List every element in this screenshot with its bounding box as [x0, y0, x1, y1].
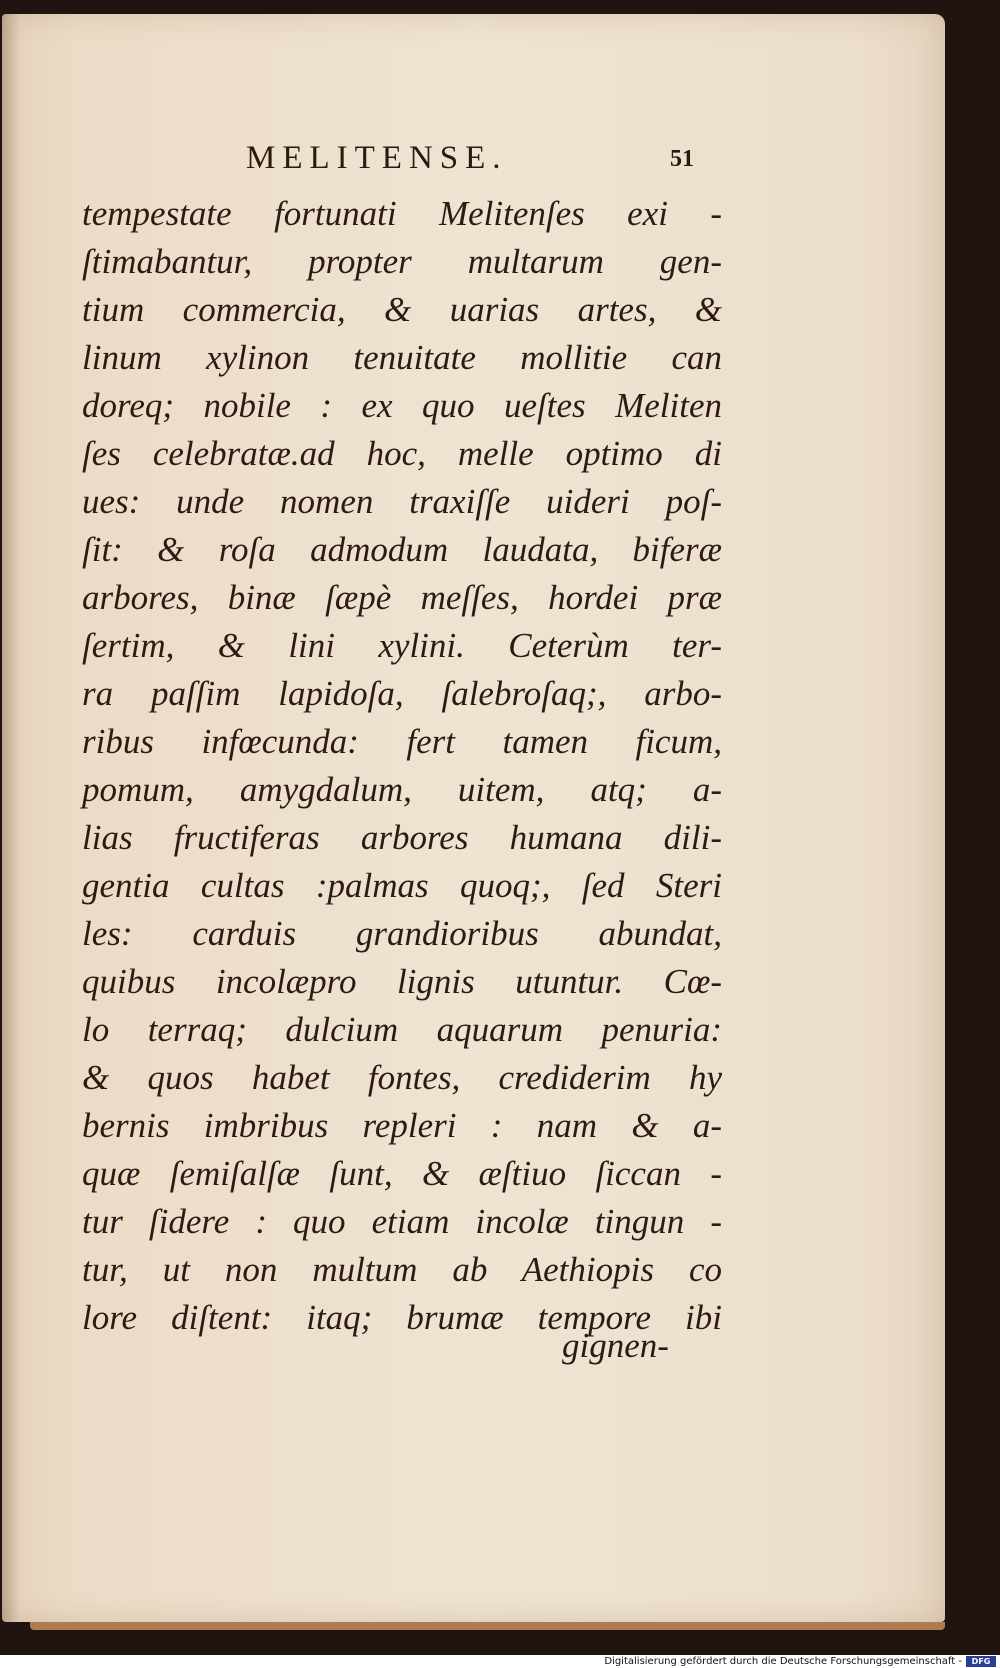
text-line: ſtimabantur, propter multarum gen-: [82, 242, 722, 281]
catchword: gignen-: [562, 1326, 669, 1365]
book-page: [2, 14, 945, 1622]
text-line: les: carduis grandioribus abundat,: [82, 914, 722, 953]
text-line: gentia cultas :palmas quoq;, ſed Steri: [82, 866, 722, 905]
text-line: & quos habet fontes, crediderim hy: [82, 1058, 722, 1097]
text-line: ſertim, & lini xylini. Ceterùm ter-: [82, 626, 722, 665]
page-title: MELITENSE.: [246, 140, 508, 176]
dfg-logo-icon: DFG: [966, 1656, 996, 1667]
text-line: tempestate fortunati Melitenſes exi -: [82, 194, 722, 233]
text-line: ribus infœcunda: fert tamen ficum,: [82, 722, 722, 761]
text-line: ſit: & roſa admodum laudata, biferæ: [82, 530, 722, 569]
text-line: lo terraq; dulcium aquarum penuria:: [82, 1010, 722, 1049]
text-line: tur ſidere : quo etiam incolæ tingun -: [82, 1202, 722, 1241]
body-text: [82, 190, 722, 1342]
text-line: ſes celebratæ.ad hoc, melle optimo di: [82, 434, 722, 473]
gutter-shadow: [2, 14, 20, 1622]
page-number: 51: [670, 146, 694, 172]
text-line: bernis imbribus repleri : nam & a-: [82, 1106, 722, 1145]
text-line: lore diſtent: itaq; brumæ tempore ibi: [82, 1298, 722, 1337]
text-line: ues: unde nomen traxiſſe uideri poſ-: [82, 482, 722, 521]
footer-bar: [0, 1655, 1000, 1668]
text-line: doreq; nobile : ex quo ueſtes Meliten: [82, 386, 722, 425]
text-line: pomum, amygdalum, uitem, atq; a-: [82, 770, 722, 809]
text-line: lias fructiferas arbores humana dili-: [82, 818, 722, 857]
text-line: arbores, binæ ſæpè meſſes, hordei præ: [82, 578, 722, 617]
text-line: tium commercia, & uarias artes, &: [82, 290, 722, 329]
text-line: tur, ut non multum ab Aethiopis co: [82, 1250, 722, 1289]
text-line: quibus incolæpro lignis utuntur. Cœ-: [82, 962, 722, 1001]
digitization-credit: Digitalisierung gefördert durch die Deutsche Forschungsgemeinschaft -: [604, 1656, 962, 1667]
text-line: linum xylinon tenuitate mollitie can: [82, 338, 722, 377]
running-head: [2, 140, 945, 188]
text-line: quæ ſemiſalſæ ſunt, & æſtiuo ſiccan -: [82, 1154, 722, 1193]
page-bottom-edge: [30, 1622, 945, 1630]
text-line: ra paſſim lapidoſa, ſalebroſaq;, arbo-: [82, 674, 722, 713]
